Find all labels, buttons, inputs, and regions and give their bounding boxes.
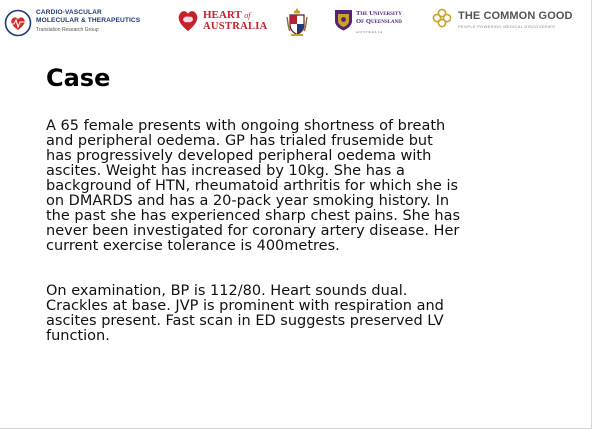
heart-circle-icon xyxy=(4,9,32,37)
text-line: ascites present. Fast scan in ED suggests preserved LV xyxy=(46,313,444,329)
crest-logo xyxy=(286,7,308,37)
case-body xyxy=(46,119,566,344)
heart-of-australia-logo xyxy=(176,6,268,36)
case-history-paragraph xyxy=(46,119,566,254)
text-line: On examination, BP is 112/80. Heart sounds dual. xyxy=(46,283,408,299)
hoa-of-text: of xyxy=(244,11,251,20)
coat-of-arms-icon xyxy=(286,7,308,37)
cvmt-logo xyxy=(4,7,164,39)
slide-title: Case xyxy=(46,64,111,92)
text-line: never been investigated for coronary artery disease. Her xyxy=(46,223,460,239)
text-line: current exercise tolerance is 400metres. xyxy=(46,238,340,254)
logo-bar xyxy=(0,0,592,44)
cvmt-line-2: MOLECULAR & THERAPEUTICS xyxy=(36,17,141,24)
common-good-logo xyxy=(432,8,588,34)
uq-line-2: Of Queensland xyxy=(356,18,402,25)
hoa-heart-text: HEART xyxy=(203,9,242,21)
cvmt-subtitle: Translation Research Group xyxy=(36,27,99,33)
text-line: Crackles at base. JVP is prominent with respiration and xyxy=(46,298,444,314)
uq-logo xyxy=(334,9,416,39)
text-line: has progressively developed peripheral oedema with xyxy=(46,148,432,164)
text-line: background of HTN, rheumatoid arthritis for which she is xyxy=(46,178,459,194)
examination-paragraph xyxy=(46,284,566,344)
uq-line-1: The University xyxy=(356,10,402,17)
common-good-title: THE COMMON GOOD xyxy=(458,10,573,22)
text-line: and peripheral oedema. GP has trialed frusemide but xyxy=(46,133,433,149)
cvmt-wordmark xyxy=(36,9,140,34)
common-good-tagline: PEOPLE POWERING MEDICAL DISCOVERIES xyxy=(458,24,556,29)
uq-country: AUSTRALIA xyxy=(356,30,384,34)
text-line: the past she has experienced sharp chest pains. She has xyxy=(46,208,461,224)
cvmt-line-1: CARDIO-VASCULAR xyxy=(36,9,102,16)
hoa-wordmark xyxy=(203,10,268,32)
uq-wordmark xyxy=(356,10,402,36)
heart-map-icon xyxy=(176,7,200,33)
common-good-icon xyxy=(432,8,452,28)
text-line: A 65 female presents with ongoing shortness of breath xyxy=(46,118,446,134)
hoa-line-1 xyxy=(203,10,268,21)
text-line: on DMARDS and has a 20-pack year smoking history. In xyxy=(46,193,450,209)
hoa-line-2: AUSTRALIA xyxy=(203,21,268,32)
text-line: ascites. Weight has increased by 10kg. She has a xyxy=(46,163,405,179)
text-line: function. xyxy=(46,328,110,344)
uq-crest-icon xyxy=(334,9,353,31)
